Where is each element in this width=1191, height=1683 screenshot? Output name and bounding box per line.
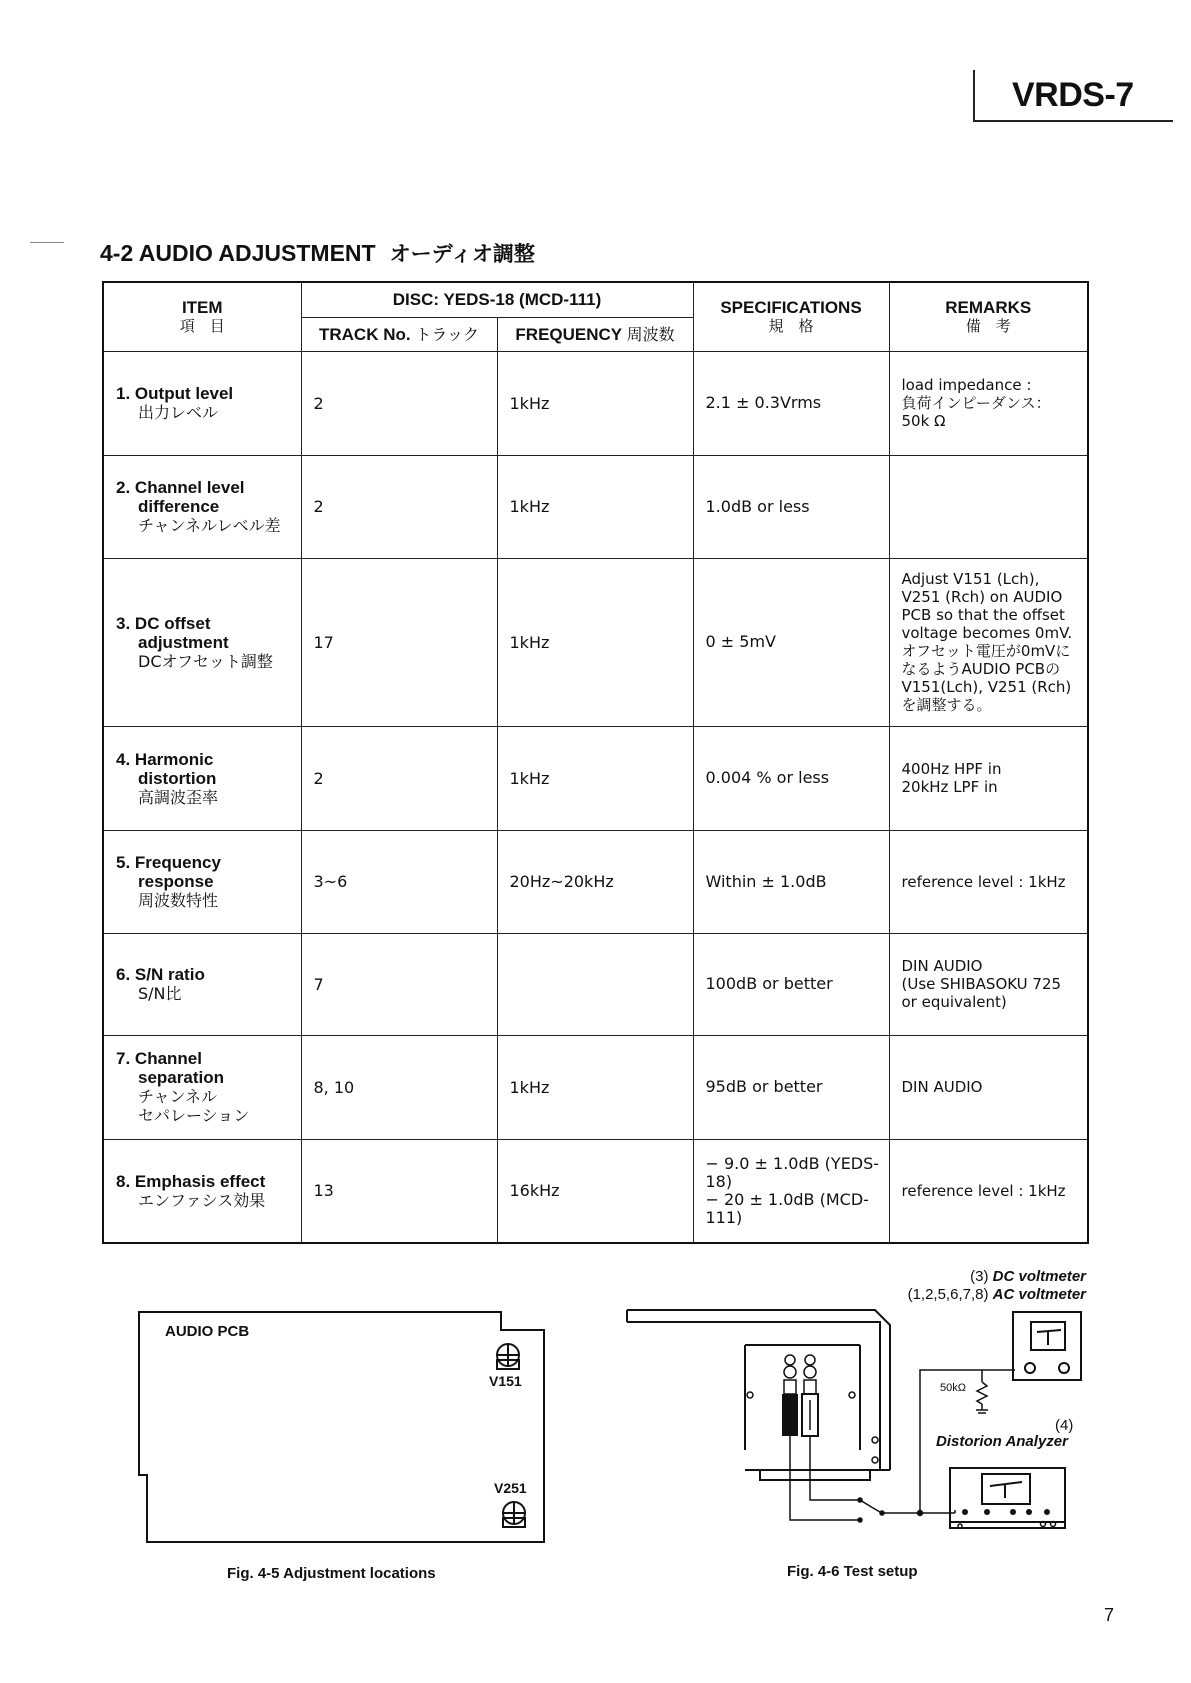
item-label-part: S/N ratio	[134, 965, 205, 984]
item-label-part: 4.	[116, 749, 131, 769]
section-title-en: 4-2 AUDIO ADJUSTMENT	[100, 240, 376, 266]
table-body	[103, 351, 1088, 1243]
remarks-line: DIN AUDIO	[901, 957, 983, 975]
item-label-part: 6.	[116, 965, 131, 984]
item-label	[116, 750, 301, 769]
remarks-cell	[889, 830, 1088, 933]
item-label-jp-cont: セパレーション	[138, 1106, 250, 1125]
item-label-jp: 出力レベル	[138, 403, 219, 422]
track-cell: 3~6	[301, 830, 497, 933]
track-cell: 17	[301, 558, 497, 726]
item-label-jp: チャンネル	[138, 1087, 218, 1106]
frequency-cell: 1kHz	[497, 726, 693, 830]
frequency-cell: 16kHz	[497, 1139, 693, 1243]
item-label	[116, 1049, 301, 1068]
remarks-line: Adjust V151 (Lch),	[901, 570, 1040, 588]
remarks-line: load impedance :	[901, 376, 1032, 394]
header-spec-en: SPECIFICATIONS	[720, 297, 862, 317]
ac-voltmeter-num: (1,2,5,6,7,8)	[907, 1286, 989, 1303]
header-remarks-en: REMARKS	[945, 297, 1032, 317]
remarks-line: 50k Ω	[901, 412, 946, 430]
remarks-cell	[889, 351, 1088, 455]
fig5-caption: Fig. 4-5 Adjustment locations	[227, 1565, 436, 1582]
margin-mark	[30, 242, 64, 243]
header-frequency-en: FREQUENCY	[515, 324, 622, 344]
header-spec	[693, 282, 889, 351]
track-cell: 7	[301, 933, 497, 1035]
v251-label: V251	[494, 1480, 527, 1496]
audio-adjustment-table	[102, 281, 1089, 1244]
resistor-label: 50kΩ	[940, 1382, 966, 1394]
remarks-line: reference level : 1kHz	[901, 872, 1066, 891]
track-cell: 2	[301, 726, 497, 830]
spec-cell	[693, 830, 889, 933]
dc-voltmeter-text: DC voltmeter	[992, 1268, 1086, 1285]
item-label-part: Channel	[134, 1049, 202, 1068]
spec-value: Within ± 1.0dB	[705, 871, 827, 891]
item-cell	[103, 726, 301, 830]
section-title-jp: オーディオ調整	[389, 242, 535, 266]
remarks-line: voltage becomes 0mV.	[901, 624, 1073, 642]
spec-cell	[693, 1139, 889, 1243]
remarks-line: 負荷インピーダンス：	[901, 394, 1051, 412]
item-label-jp: 周波数特性	[138, 891, 219, 910]
header-rule-horizontal	[973, 120, 1173, 122]
spec-value: 0.004 % or less	[705, 768, 830, 787]
header-track-jp: トラック	[415, 324, 480, 344]
remarks-cell	[889, 726, 1088, 830]
dc-voltmeter-label	[970, 1268, 1086, 1285]
v151-label: V151	[489, 1373, 522, 1389]
section-title	[100, 238, 535, 268]
ac-voltmeter-label	[908, 1286, 1086, 1303]
voltmeter-icon	[1013, 1312, 1081, 1380]
remarks-cell	[889, 1035, 1088, 1139]
table-row	[103, 1035, 1088, 1139]
table-row	[103, 933, 1088, 1035]
frequency-cell	[497, 933, 693, 1035]
remarks-cell	[889, 1139, 1088, 1243]
item-label	[116, 853, 301, 872]
spec-value: − 9.0 ± 1.0dB (YEDS-18)	[705, 1153, 880, 1191]
table-row	[103, 830, 1088, 933]
item-cell	[103, 455, 301, 558]
item-label-part: 1.	[116, 384, 131, 403]
spec-cell	[693, 933, 889, 1035]
item-label-part: Harmonic	[134, 749, 214, 769]
item-cell	[103, 830, 301, 933]
item-label-part: 8.	[116, 1171, 131, 1191]
spec-value: 1.0dB or less	[705, 496, 810, 516]
remarks-line: オフセット電圧が0mVに	[901, 642, 1071, 660]
track-cell: 2	[301, 455, 497, 558]
item-label-part: 3.	[116, 613, 131, 633]
header-frequency-jp: 周波数	[626, 324, 675, 344]
item-label-jp: 高調波歪率	[138, 787, 219, 807]
distortion-analyzer-icon	[950, 1468, 1065, 1528]
item-label-cont: difference	[138, 497, 220, 516]
item-cell	[103, 1035, 301, 1139]
header-item	[103, 282, 301, 351]
remarks-cell	[889, 455, 1088, 558]
header-disc: DISC: YEDS-18 (MCD-111)	[301, 282, 693, 317]
table-row	[103, 558, 1088, 726]
header-item-jp: 項 目	[179, 316, 225, 335]
item-label-cont: distortion	[138, 768, 217, 788]
distortion-analyzer-num: (4)	[1055, 1417, 1074, 1434]
table-row	[103, 1139, 1088, 1243]
header-track-en: TRACK No.	[318, 324, 411, 344]
item-label-part: 7.	[116, 1049, 131, 1068]
rca-plug-icon	[782, 1380, 818, 1436]
dc-voltmeter-num: (3)	[970, 1268, 989, 1285]
remarks-line: PCB so that the offset	[901, 606, 1065, 624]
item-label-jp: S/N比	[138, 984, 182, 1003]
v251-trimmer-icon	[503, 1502, 525, 1527]
track-cell: 8, 10	[301, 1035, 497, 1139]
test-setup-diagram	[625, 1300, 1095, 1545]
pcb-label: AUDIO PCB	[165, 1323, 250, 1340]
item-label	[116, 614, 301, 633]
remarks-cell	[889, 558, 1088, 726]
item-label-cont: adjustment	[138, 632, 229, 652]
table-row	[103, 455, 1088, 558]
remarks-cell	[889, 933, 1088, 1035]
item-label-part: Emphasis effect	[134, 1171, 266, 1191]
remarks-line: V251 (Rch) on AUDIO	[901, 588, 1063, 606]
spec-value: 2.1 ± 0.3Vrms	[705, 393, 822, 412]
remarks-line: 20kHz LPF in	[901, 778, 998, 796]
remarks-line: or equivalent)	[901, 993, 1007, 1011]
item-label-part: 5.	[116, 853, 131, 872]
frequency-cell: 1kHz	[497, 558, 693, 726]
item-label-cont: response	[138, 872, 214, 891]
remarks-line: (Use SHIBASOKU 725	[901, 975, 1062, 993]
header-frequency	[497, 317, 693, 351]
item-cell	[103, 558, 301, 726]
header-remarks	[889, 282, 1088, 351]
item-label-part: DC offset	[134, 613, 211, 633]
spec-value-2: − 20 ± 1.0dB (MCD-111)	[705, 1189, 869, 1227]
header-track	[301, 317, 497, 351]
remarks-line: reference level : 1kHz	[901, 1181, 1066, 1200]
table-header-row	[103, 282, 1088, 317]
item-label	[116, 965, 301, 984]
ac-voltmeter-text: AC voltmeter	[992, 1286, 1086, 1303]
spec-cell	[693, 455, 889, 558]
header-rule-vertical	[973, 70, 975, 122]
remarks-line: を調整する。	[901, 696, 992, 714]
table-row	[103, 726, 1088, 830]
item-label	[116, 1172, 301, 1191]
frequency-cell: 1kHz	[497, 455, 693, 558]
spec-value: 0 ± 5mV	[705, 632, 776, 651]
item-label-part: Channel level	[134, 478, 245, 497]
v151-trimmer-icon	[497, 1344, 519, 1369]
remarks-line: DIN AUDIO	[901, 1078, 983, 1096]
spec-cell	[693, 1035, 889, 1139]
item-label-part: 2.	[116, 478, 131, 497]
header-remarks-jp: 備 考	[965, 316, 1011, 335]
table-row	[103, 351, 1088, 455]
frequency-cell: 20Hz~20kHz	[497, 830, 693, 933]
frequency-cell: 1kHz	[497, 1035, 693, 1139]
remarks-line: なるようAUDIO PCBの	[901, 660, 1061, 678]
item-label-jp: エンファシス効果	[138, 1190, 266, 1210]
spec-cell	[693, 351, 889, 455]
spec-cell	[693, 558, 889, 726]
header-spec-jp: 規 格	[768, 316, 814, 335]
track-cell: 2	[301, 351, 497, 455]
distortion-analyzer-label: Distorion Analyzer	[936, 1433, 1068, 1450]
page-number: 7	[1104, 1605, 1115, 1625]
remarks-line: 400Hz HPF in	[901, 760, 1002, 778]
item-label-jp: DCオフセット調整	[138, 651, 273, 671]
item-cell	[103, 351, 301, 455]
track-cell: 13	[301, 1139, 497, 1243]
remarks-line: V151(Lch), V251 (Rch)	[901, 678, 1072, 696]
spec-value: 95dB or better	[705, 1077, 823, 1096]
item-cell	[103, 933, 301, 1035]
fig6-caption: Fig. 4-6 Test setup	[787, 1563, 918, 1580]
item-label-part: Output level	[134, 384, 234, 403]
item-cell	[103, 1139, 301, 1243]
item-label-cont: separation	[138, 1068, 224, 1087]
item-label	[116, 384, 301, 403]
item-label	[116, 478, 301, 497]
header-item-en: ITEM	[181, 297, 223, 317]
spec-cell	[693, 726, 889, 830]
spec-value: 100dB or better	[705, 974, 833, 993]
frequency-cell: 1kHz	[497, 351, 693, 455]
item-label-part: Frequency	[134, 853, 221, 872]
model-name: VRDS-7	[1012, 76, 1134, 114]
item-label-jp: チャンネルレベル差	[138, 516, 281, 535]
